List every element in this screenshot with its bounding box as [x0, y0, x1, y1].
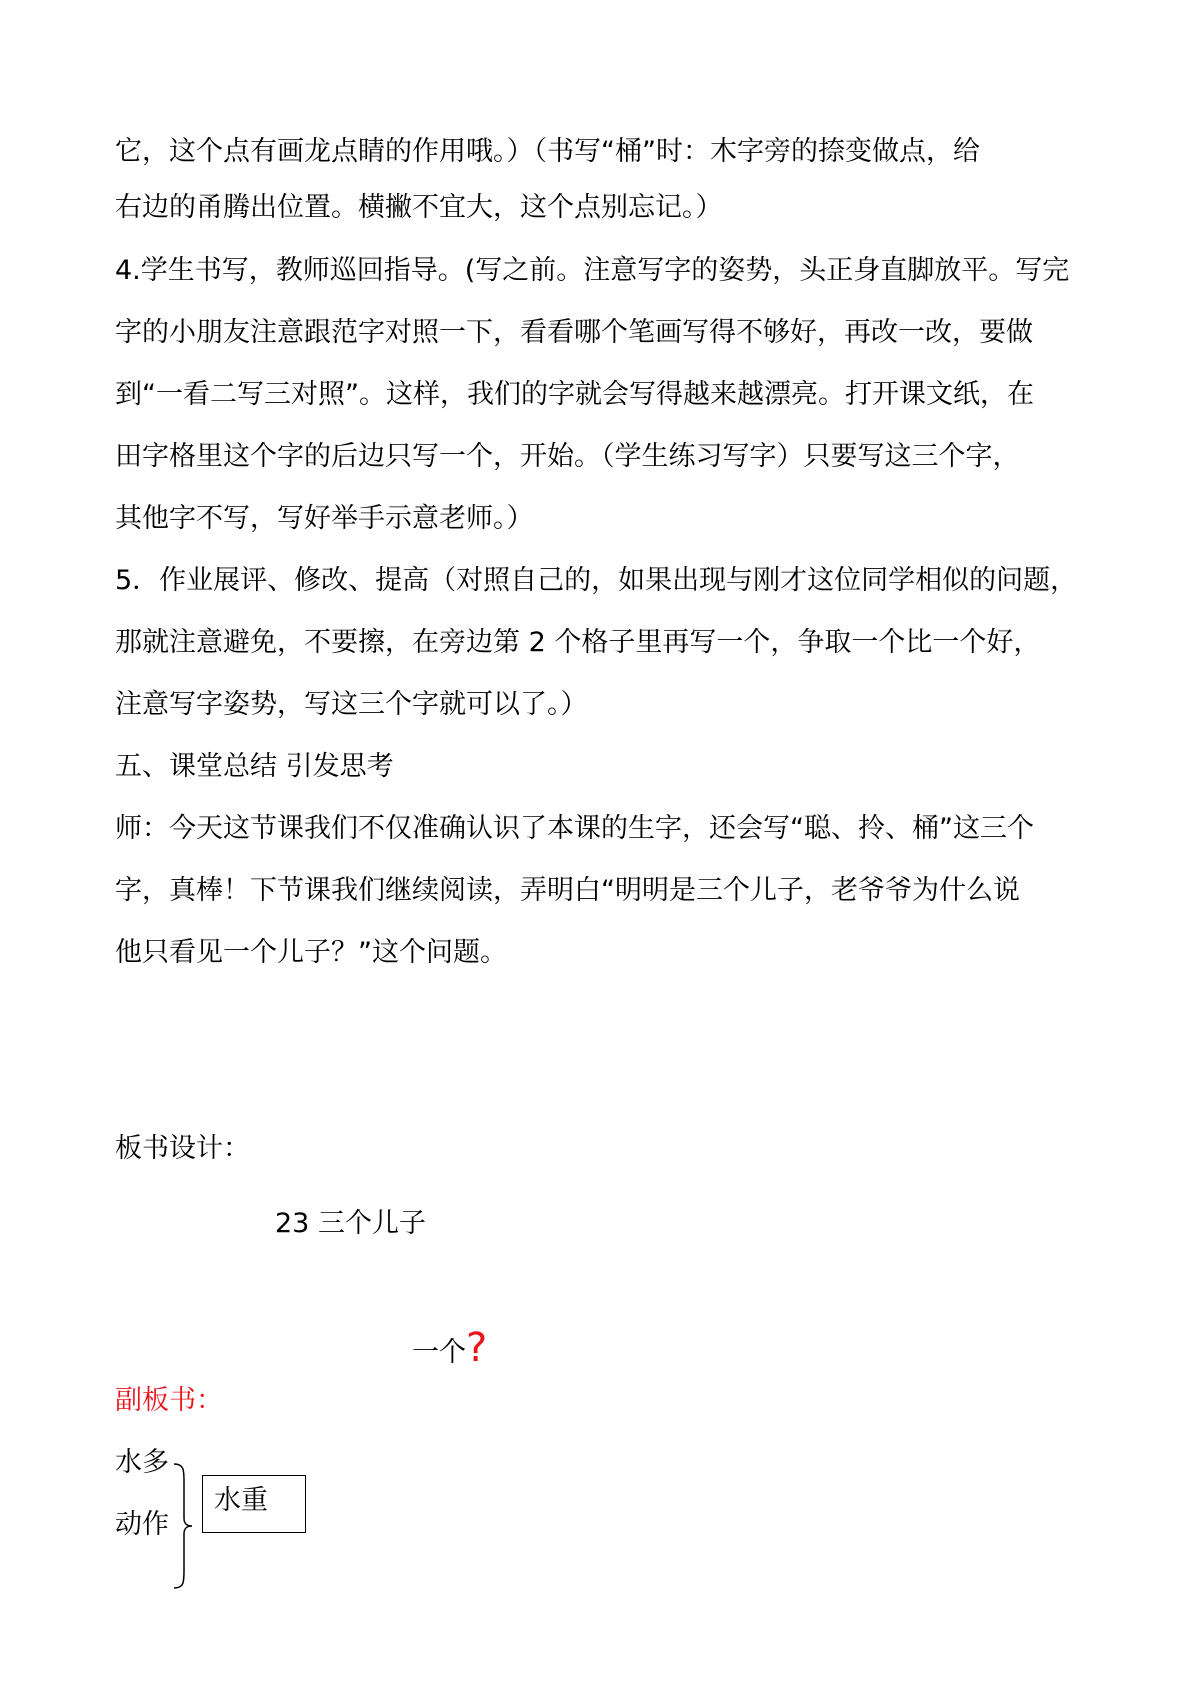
sub-board-item: 水多	[115, 1447, 169, 1478]
paragraph-line: 那就注意避免，不要擦，在旁边第 2 个格子里再写一个，争取一个比一个好，	[115, 627, 1041, 658]
paragraph-line: 4.学生书写，教师巡回指导。(写之前。注意写字的姿势，头正身直脚放平。写完	[115, 255, 1070, 286]
sub-board-item: 动作	[115, 1509, 169, 1540]
boxed-term-text: 水重	[214, 1485, 268, 1516]
board-one-question	[412, 1325, 488, 1373]
paragraph-line: 右边的甬腾出位置。横撇不宜大，这个点别忘记。）	[115, 192, 723, 223]
board-one-text: 一个	[412, 1337, 466, 1368]
paragraph-line: 字的小朋友注意跟范字对照一下，看看哪个笔画写得不够好，再改一改，要做	[115, 317, 1033, 348]
paragraph-line: 字，真棒！下节课我们继续阅读，弄明白“明明是三个儿子，老爷爷为什么说	[115, 875, 1020, 906]
paragraph-line: 师：今天这节课我们不仅准确认识了本课的生字，还会写“聪、拎、桶”这三个	[115, 813, 1034, 844]
sub-board-heading: 副板书：	[115, 1385, 223, 1416]
paragraph-line: 到“一看二写三对照”。这样，我们的字就会写得越来越漂亮。打开课文纸，在	[115, 379, 1034, 410]
board-heading: 板书设计：	[115, 1133, 250, 1164]
curly-brace-icon	[172, 1462, 196, 1590]
paragraph-line: 田字格里这个字的后边只写一个，开始。（学生练习写字）只要写这三个字，	[115, 441, 1020, 472]
section-heading: 五、课堂总结 引发思考	[115, 751, 394, 782]
paragraph-line: 注意写字姿势，写这三个字就可以了。）	[115, 689, 588, 720]
paragraph-line: 它，这个点有画龙点睛的作用哦。）（书写“桶”时：木字旁的捺变做点，给	[115, 136, 980, 167]
question-mark-icon: ?	[466, 1325, 488, 1371]
board-title: 23 三个儿子	[275, 1208, 426, 1239]
paragraph-line: 5．作业展评、修改、提高（对照自己的，如果出现与刚才这位同学相似的问题，	[115, 565, 1078, 596]
paragraph-line: 他只看见一个儿子？”这个问题。	[115, 937, 507, 968]
paragraph-line: 其他字不写，写好举手示意老师。）	[115, 503, 534, 534]
